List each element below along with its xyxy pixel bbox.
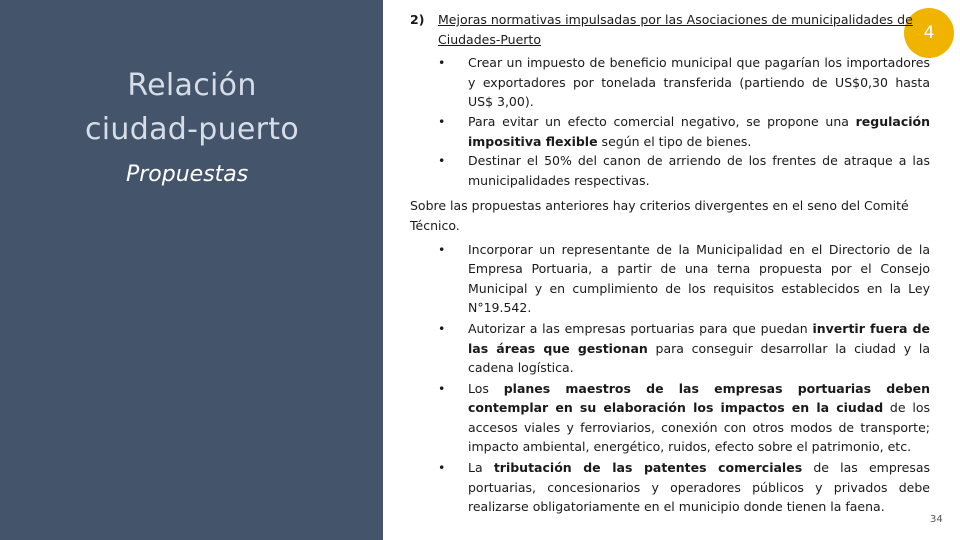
list-item-text-before: Para evitar un efecto comercial negativo, se propone una	[468, 113, 856, 129]
list-item-text-before: Los	[468, 380, 504, 396]
list-item-text-after: de las empresas portuarias, concesionarios y operadores públicos y privados debe realizarse obligatoriamente en el municipio donde tienen la faena.	[468, 460, 930, 515]
list-item-text: Destinar el 50% del canon de arriendo de los frentes de atraque a las municipalidades respectivas.	[468, 153, 930, 188]
bullet-icon: •	[438, 460, 446, 476]
heading-text: Mejoras normativas impulsadas por las Asociaciones de municipalidades de Ciudades-Puerto	[438, 12, 913, 47]
divergence-paragraph: Sobre las propuestas anteriores hay criterios divergentes en el seno del Comité Técnico.	[410, 198, 909, 233]
bullet-icon: •	[438, 55, 446, 71]
sidebar-subtitle: Propuestas	[126, 162, 249, 187]
sidebar-panel	[0, 0, 383, 540]
list-item-text-bold: tributación de las patentes comerciales	[493, 460, 803, 476]
slide-content	[410, 10, 930, 518]
list-item-text-after: para conseguir desarrollar la ciudad y la cadena logística.	[468, 340, 930, 376]
list-item	[410, 379, 930, 457]
list-item-text: Crear un impuesto de beneficio municipal que pagarían los importadores y exportadores por tonelada transferida (partiendo de US$0,30 hasta US$ 3,00).	[468, 55, 930, 110]
list-item-text: Incorporar un representante de la Municipalidad en el Directorio de la Empresa Portuaria, a partir de una terna propuesta por el Consejo Municipal y en cumplimiento de los requisitos establecidos en la Ley N°19.542.	[468, 241, 930, 316]
bullet-icon: •	[438, 153, 446, 169]
page-number: 34	[930, 514, 943, 525]
list-item-text-bold: regulación impositiva flexible	[468, 113, 930, 149]
proposal-list	[410, 53, 930, 190]
list-item	[410, 458, 930, 517]
section-number-badge: 4	[904, 8, 954, 58]
list-item	[410, 319, 930, 378]
bullet-icon: •	[438, 241, 446, 257]
list-item-text-after: según el tipo de bienes.	[597, 133, 752, 149]
bullet-icon: •	[438, 320, 446, 336]
list-item	[410, 151, 930, 190]
heading-number: 2)	[410, 12, 425, 27]
sidebar-title: Relación ciudad-puerto	[84, 68, 299, 147]
list-item	[410, 53, 930, 112]
section-heading	[410, 10, 930, 49]
list-item-text-after: de los accesos viales y ferroviarios, conexión con otros modos de transporte; impacto ambiental, energético, ruidos, efecto sobre el patrimonio, etc.	[468, 400, 930, 455]
bullet-icon: •	[438, 380, 446, 396]
list-item	[410, 240, 930, 318]
list-item-text-before: Autorizar a las empresas portuarias para que puedan	[468, 320, 813, 336]
list-item-text-bold: invertir fuera de las áreas que gestionan	[468, 320, 930, 356]
bullet-icon: •	[438, 113, 446, 129]
list-item-text-before: La	[468, 460, 494, 476]
list-item-text-bold: planes maestros de las empresas portuarias deben contemplar en su elaboración los impactos en la ciudad	[468, 380, 931, 416]
additional-proposal-list	[410, 240, 930, 517]
list-item	[410, 112, 930, 151]
